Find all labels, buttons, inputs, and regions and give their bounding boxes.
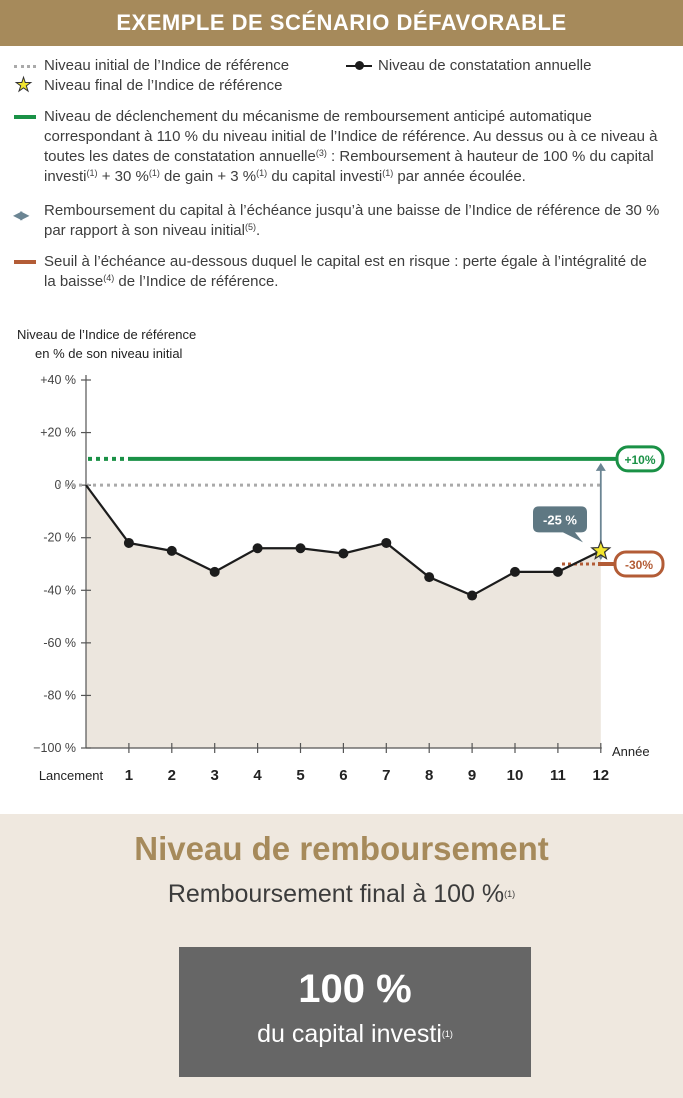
series-point: [167, 546, 177, 556]
arrow-head-up: [596, 463, 606, 471]
x-tick-label: 2: [167, 767, 176, 784]
x-axis-label: Année: [612, 744, 650, 759]
x-tick-label: 3: [210, 767, 219, 784]
y-tick-label: −100 %: [33, 741, 76, 755]
x-tick-label: 12: [592, 767, 610, 784]
y-tick-label: -60 %: [43, 635, 76, 650]
series-point: [424, 572, 434, 582]
scenario-banner: [0, 0, 683, 46]
legend-initial-level: [12, 56, 342, 76]
trigger-badge-label: +10%: [624, 452, 656, 467]
threshold-badge-label: -30%: [624, 558, 654, 572]
legend-trigger-text: Niveau de déclenchement du mécanisme de remboursement anticipé automatique correspondant à 110 % du niveau initial de l’Indice de référence. Au dessus ou à ce niveau à toutes les dates de constatation annuelle$^{(3)}$ : Remboursement à hauteur de 100 % du capital investi$^{(1)}$ + 30 %$^{(1)}$ de gain + 3 %$^{(1)}$ du capital investi$^{(1)}$ par année écoulée.: [44, 108, 658, 185]
y-tick-label: +40 %: [40, 373, 76, 387]
result-caption: du capital investi$^{(1)}$: [257, 1020, 453, 1048]
chart-area: [0, 305, 683, 815]
x-tick-label: 5: [296, 767, 305, 784]
x-tick-label: 8: [425, 767, 434, 784]
series-point: [553, 567, 563, 577]
y-tick-label: -40 %: [43, 583, 76, 598]
result-title: Niveau de remboursement: [134, 830, 549, 867]
legend-threshold: [12, 252, 662, 292]
series-point: [253, 543, 263, 553]
y-axis-label-line1: Niveau de l’Indice de référence: [17, 327, 197, 342]
result-subtitle: Remboursement final à 100 %$^{(1)}$: [167, 880, 516, 908]
series-point: [381, 538, 391, 548]
legend-final-text: Niveau final de l’Indice de référence: [44, 77, 283, 94]
y-tick-label: -20 %: [43, 530, 76, 545]
series-point: [510, 567, 520, 577]
line-chart: [0, 305, 683, 815]
dotted-line-icon: [12, 56, 44, 76]
legend-protection: [12, 201, 662, 241]
series-point: [338, 548, 348, 558]
legend-annual-level: [342, 56, 672, 76]
x-tick-label: 4: [253, 767, 262, 784]
legend-threshold-text: Seuil à l’échéance au-dessous duquel le capital est en risque : perte égale à l’intégralité de la baisse$^{(4)}$ de l’Indice de référence.: [44, 253, 647, 290]
banner-title: EXEMPLE DE SCÉNARIO DÉFAVORABLE: [116, 10, 567, 35]
series-point: [124, 538, 134, 548]
y-tick-label: -80 %: [43, 688, 76, 703]
legend-protection-text: Remboursement du capital à l’échéance jusqu’à une baisse de l’Indice de référence de 30 % par rapport à son niveau initial$^{(5)}$.: [44, 202, 660, 239]
x-tick-label: 7: [382, 767, 391, 784]
area-under-curve: [86, 485, 601, 748]
line-dot-icon: [342, 56, 378, 76]
legend-final-level: [12, 76, 652, 96]
x-tick-label: 6: [339, 767, 348, 784]
y-tick-label: +20 %: [40, 425, 76, 440]
x-tick-label: 9: [467, 767, 477, 784]
legend-annual-text: Niveau de constatation annuelle: [378, 57, 592, 74]
legend-initial-text: Niveau initial de l’Indice de référence: [44, 57, 290, 74]
y-tick-label: 0 %: [54, 478, 76, 493]
series-point: [467, 591, 477, 601]
x-tick-label: 11: [549, 767, 566, 784]
x-tick-label: Lancement: [38, 768, 104, 783]
legend-trigger: [12, 107, 662, 187]
star-icon: ★: [15, 75, 33, 96]
x-tick-label: 10: [506, 767, 524, 784]
x-tick-label: 1: [124, 767, 134, 784]
series-point: [296, 543, 306, 553]
y-axis-label-line2: en % de son niveau initial: [35, 346, 183, 361]
brown-line-icon: [12, 252, 44, 272]
double-arrow-icon: ◀▶: [13, 208, 28, 222]
final-change-label: -25 %: [543, 512, 577, 528]
series-point: [210, 567, 220, 577]
result-box: [179, 947, 531, 1077]
result-value: 100 %: [298, 967, 412, 1011]
green-line-icon: [12, 107, 44, 127]
